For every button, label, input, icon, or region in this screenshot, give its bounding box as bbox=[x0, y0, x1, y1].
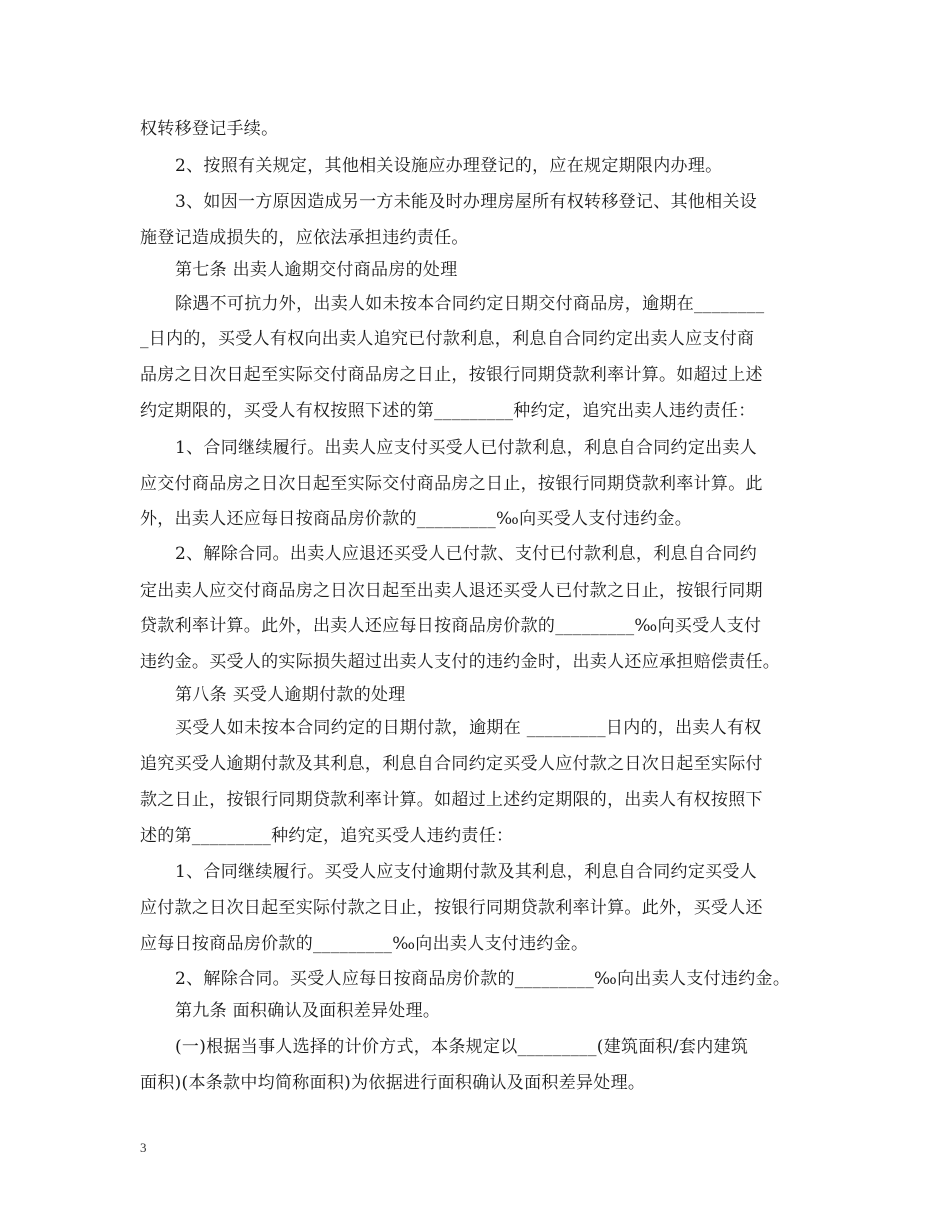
text-line: 1、合同继续履行。出卖人应支付买受人已付款利息，利息自合同约定出卖人 bbox=[175, 438, 758, 458]
text-line: 3、如因一方原因造成另一方未能及时办理房屋所有权转移登记、其他相关设 bbox=[175, 192, 758, 212]
text-line: 2、按照有关规定，其他相关设施应办理登记的，应在规定期限内办理。 bbox=[175, 156, 723, 176]
text-line: 追究买受人逾期付款及其利息，利息自合同约定买受人应付款之日次日起至实际付 bbox=[140, 754, 763, 774]
section-heading: 第七条 出卖人逾期交付商品房的处理 bbox=[175, 260, 458, 280]
text-line: 施登记造成损失的，应依法承担违约责任。 bbox=[140, 228, 469, 248]
text-line: 约定期限的，买受人有权按照下述的第_________种约定，追究出卖人违约责任： bbox=[140, 401, 756, 421]
text-line: 权转移登记手续。 bbox=[140, 119, 279, 139]
text-line: 外，出卖人还应每日按商品房价款的_________‰向买受人支付违约金。 bbox=[140, 509, 693, 529]
text-line: 面积)(本条款中均简称面积)为依据进行面积确认及面积差异处理。 bbox=[140, 1073, 646, 1093]
text-line: 2、解除合同。出卖人应退还买受人已付款、支付已付款利息，利息自合同约 bbox=[175, 544, 758, 564]
text-line: 买受人如未按本合同约定的日期付款，逾期在 _________日内的，出卖人有权 bbox=[175, 718, 762, 738]
text-line: 应交付商品房之日次日起至实际交付商品房之日止，按银行同期贷款利率计算。此 bbox=[140, 474, 763, 494]
text-line: (一)根据当事人选择的计价方式，本条规定以_________(建筑面积/套内建筑 bbox=[175, 1037, 749, 1057]
text-line: 款之日止，按银行同期贷款利率计算。如超过上述约定期限的，出卖人有权按照下 bbox=[140, 790, 763, 810]
page-number: 3 bbox=[140, 1140, 147, 1155]
text-line: _日内的，买受人有权向出卖人追究已付款利息，利息自合同约定出卖人应支付商 bbox=[140, 329, 755, 349]
text-line: 除遇不可抗力外，出卖人如未按本合同约定日期交付商品房，逾期在________ bbox=[175, 294, 765, 314]
section-heading: 第八条 买受人逾期付款的处理 bbox=[175, 685, 406, 705]
text-line: 品房之日次日起至实际交付商品房之日止，按银行同期贷款利率计算。如超过上述 bbox=[140, 365, 763, 385]
text-line: 定出卖人应交付商品房之日次日起至出卖人退还买受人已付款之日止，按银行同期 bbox=[140, 581, 763, 601]
text-line: 2、解除合同。买受人应每日按商品房价款的_________‰向出卖人支付违约金。 bbox=[175, 969, 791, 989]
text-line: 应每日按商品房价款的_________‰向出卖人支付违约金。 bbox=[140, 934, 589, 954]
text-line: 述的第_________种约定，追究买受人违约责任： bbox=[140, 826, 514, 846]
text-line: 1、合同继续履行。买受人应支付逾期付款及其利息，利息自合同约定买受人 bbox=[175, 862, 758, 882]
text-line: 应付款之日次日起至实际付款之日止，按银行同期贷款利率计算。此外，买受人还 bbox=[140, 898, 763, 918]
text-line: 贷款利率计算。此外，出卖人还应每日按商品房价款的_________‰向买受人支付 bbox=[140, 616, 762, 636]
section-heading: 第九条 面积确认及面积差异处理。 bbox=[175, 1001, 441, 1021]
text-line: 违约金。买受人的实际损失超过出卖人支付的违约金时，出卖人还应承担赔偿责任。 bbox=[140, 652, 781, 672]
